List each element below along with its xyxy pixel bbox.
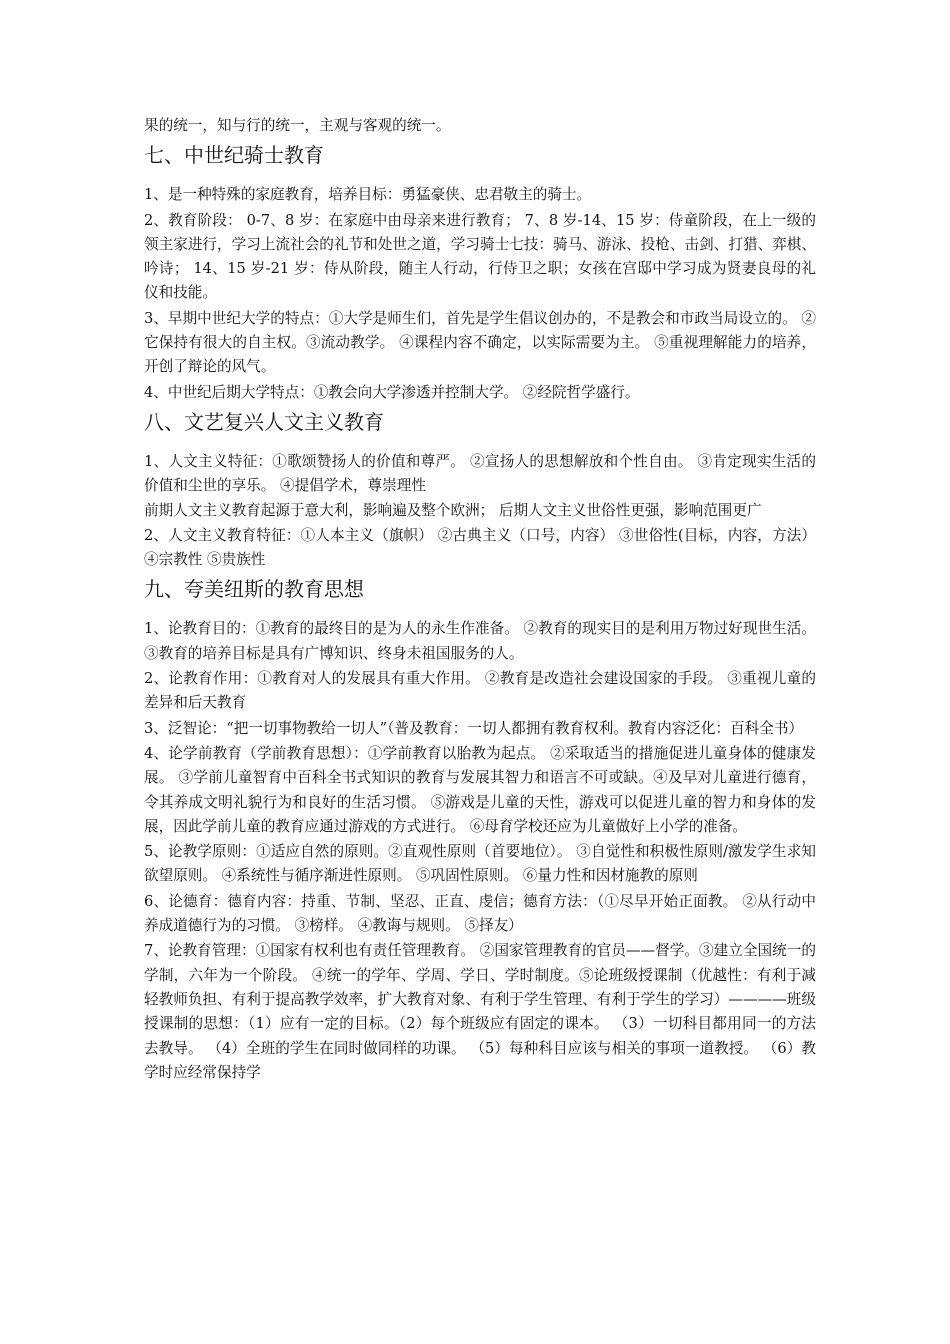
paragraph: 3、早期中世纪大学的特点：①大学是师生们，首先是学生倡议创办的，不是教会和市政当局设立的。 ②它保持有很大的自主权。③流动教学。 ④课程内容不确定，以实际需要为主。 ⑤重视理解能力的培养，开创了辩论的风气。	[144, 309, 816, 376]
paragraph: 4、论学前教育（学前教育思想）：①学前教育以胎教为起点。 ②采取适当的措施促进儿童身体的健康发展。 ③学前儿童智育中百科全书式知识的教育与发展其智力和语言不可或缺。④及早对儿童进行德育，令其养成文明礼貌行为和良好的生活习惯。 ⑤游戏是儿童的天性，游戏可以促进儿童的智力和身体的发展，因此学前儿童的教育应通过游戏的方式进行。 ⑥母育学校还应为儿童做好上小学的准备。	[144, 744, 816, 835]
paragraph: 6、论德育：德育内容：持重、节制、坚忍、正直、虔信；德育方法：（①尽早开始正面教。 ②从行动中养成道德行为的习惯。 ③榜样。 ④教诲与规则。 ⑤择友）	[144, 892, 816, 935]
paragraph: 2、教育阶段： 0-7、8 岁：在家庭中由母亲来进行教育； 7、8 岁-14、15 岁：侍童阶段，在上一级的领主家进行，学习上流社会的礼节和处世之道，学习骑士七技：骑马、游泳、投枪、击剑、打猎、弈棋、吟诗； 14、15 岁-21 岁：侍从阶段，随主人行动，行侍卫之职；女孩在宫邸中学习成为贤妻良母的礼仪和技能。	[144, 211, 816, 302]
paragraph: 2、人文主义教育特征：①人本主义（旗帜） ②古典主义（口号，内容） ③世俗性(目标，内容，方法） ④宗教性 ⑤贵族性	[144, 526, 816, 569]
paragraph: 2、论教育作用：①教育对人的发展具有重大作用。 ②教育是改造社会建设国家的手段。 ③重视儿童的差异和后天教育	[144, 670, 816, 712]
paragraph: 7、论教育管理：①国家有权利也有责任管理教育。 ②国家管理教育的官员——督学。③建立全国统一的学制，六年为一个阶段。 ④统一的学年、学周、学日、学时制度。⑤论班级授课制（优越性：有利于减轻教师负担、有利于提高教学效率，扩大教育对象、有利于学生管理、有利于学生的学习）————班级授课制的思想：（1）应有一定的目标。（2）每个班级应有固定的课本。 （3）一切科目都用同一的方法去教导。 （4）全班的学生在同时做同样的功课。 （5）每种科目应该与相关的事项一道教授。 （6）教学时应经常保持学	[144, 942, 816, 1081]
section-heading: 八、文艺复兴人文主义教育	[144, 409, 384, 434]
paragraph: 1、是一种特殊的家庭教育，培养目标：勇猛豪侠、忠君敬主的骑士。	[144, 186, 592, 204]
document-page	[144, 110, 816, 1085]
paragraph: 1、论教育目的：①教育的最终目的是为人的永生作准备。 ②教育的现实目的是利用万物过好现世生活。 ③教育的培养目标是具有广博知识、终身未祖国服务的人。	[144, 620, 816, 662]
paragraph: 前期人文主义教育起源于意大利，影响遍及整个欧洲； 后期人文主义世俗性更强，影响范围更广	[144, 501, 762, 519]
paragraph: 果的统一，知与行的统一，主观与客观的统一。	[144, 117, 451, 134]
paragraph: 3、泛智论：“把一切事物教给一切人”（普及教育：一切人都拥有教育权利。教育内容泛化：百科全书）	[144, 719, 804, 737]
paragraph: 1、人文主义特征：①歌颂赞扬人的价值和尊严。 ②宣扬人的思想解放和个性自由。 ③肯定现实生活的价值和尘世的享乐。 ④提倡学术，尊崇理性	[144, 452, 816, 495]
paragraph: 4、中世纪后期大学特点：①教会向大学渗透并控制大学。 ②经院哲学盛行。	[144, 383, 640, 401]
paragraph: 5、论教学原则：①适应自然的原则。②直观性原则（首要地位）。 ③自觉性和积极性原则/激发学生求知欲望原则。 ④系统性与循序渐进性原则。 ⑤巩固性原则。 ⑥量力性和因材施教的原则	[144, 843, 816, 885]
section-heading: 九、夸美纽斯的教育思想	[144, 577, 364, 602]
section-heading: 七、中世纪骑士教育	[144, 143, 324, 168]
